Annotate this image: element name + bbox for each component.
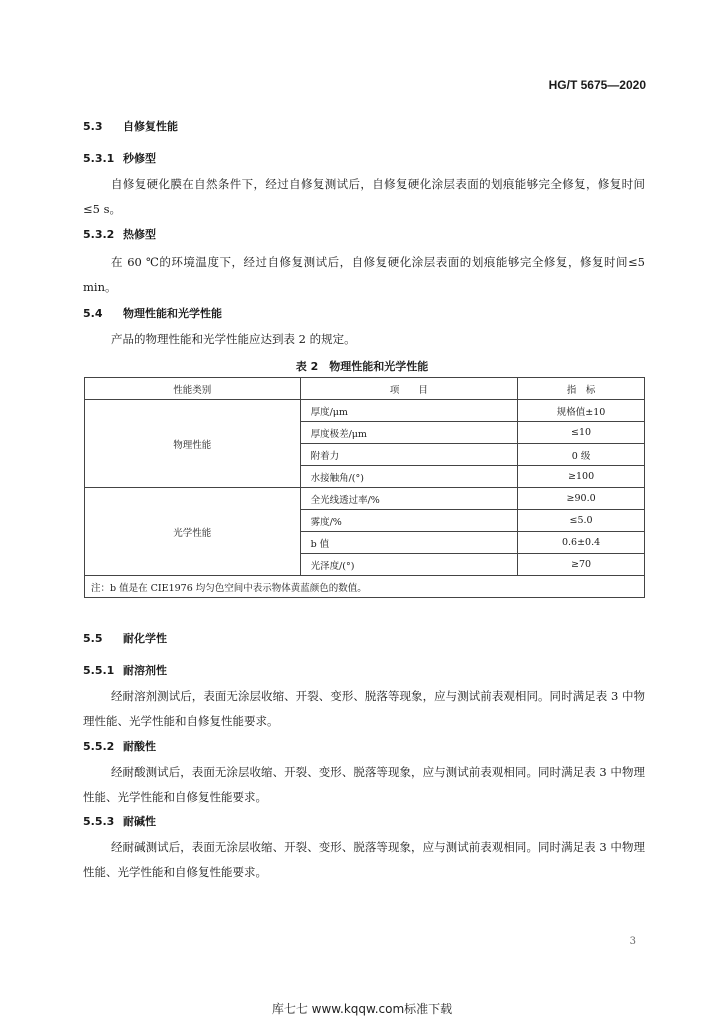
section-title: 热修型 xyxy=(123,228,156,241)
value-cell: 0 级 xyxy=(518,444,645,466)
table-caption: 表 2 物理性能和光学性能 xyxy=(295,360,429,373)
section-number: 5.5 xyxy=(83,632,103,645)
item-cell: 厚度/μm xyxy=(300,400,518,422)
section-title: 耐化学性 xyxy=(123,632,167,645)
item-cell: 雾度/% xyxy=(300,510,518,532)
value-cell: ≥100 xyxy=(518,466,645,488)
section-title: 耐碱性 xyxy=(123,815,156,828)
table-note-row xyxy=(85,576,645,598)
properties-table xyxy=(84,377,645,598)
section-title: 耐酸性 xyxy=(123,740,156,753)
section-5-3-1-text: 自修复硬化膜在自然条件下，经过自修复测试后，自修复硬化涂层表面的划痕能够完全修复，修复时间≤5 s。 xyxy=(83,177,645,216)
section-title: 秒修型 xyxy=(123,152,156,165)
section-number: 5.3.2 xyxy=(83,228,115,241)
value-cell: ≤5.0 xyxy=(518,510,645,532)
section-5-3-2-text: 在 60 ℃的环境温度下，经过自修复测试后，自修复硬化涂层表面的划痕能够完全修复，修复时间≤5 min。 xyxy=(83,255,645,294)
section-5-4-heading xyxy=(83,305,222,321)
category-cell: 物理性能 xyxy=(85,400,301,488)
section-title: 物理性能和光学性能 xyxy=(123,307,222,320)
section-number: 5.5.3 xyxy=(83,815,115,828)
section-5-5-1-text: 经耐溶剂测试后，表面无涂层收缩、开裂、变形、脱落等现象，应与测试前表观相同。同时满足表 3 中物理性能、光学性能和自修复性能要求。 xyxy=(83,689,645,728)
item-cell: 附着力 xyxy=(300,444,518,466)
item-cell: 水接触角/(°) xyxy=(300,466,518,488)
item-cell: 全光线透过率/% xyxy=(300,488,518,510)
section-5-4-text: 产品的物理性能和光学性能应达到表 2 的规定。 xyxy=(111,332,356,346)
value-cell: ≤10 xyxy=(518,422,645,444)
value-cell: 0.6±0.4 xyxy=(518,532,645,554)
section-5-5-heading xyxy=(83,630,167,646)
section-5-5-3-heading xyxy=(83,813,156,829)
section-5-3-heading xyxy=(83,118,178,134)
header-value: 指 标 xyxy=(518,378,645,400)
section-5-5-1-heading xyxy=(83,662,167,678)
section-title: 自修复性能 xyxy=(123,120,178,133)
value-cell: 规格值±10 xyxy=(518,400,645,422)
section-number: 5.5.1 xyxy=(83,664,115,677)
table-row xyxy=(85,400,645,422)
category-cell: 光学性能 xyxy=(85,488,301,576)
section-5-5-2-text: 经耐酸测试后，表面无涂层收缩、开裂、变形、脱落等现象，应与测试前表观相同。同时满足表 3 中物理性能、光学性能和自修复性能要求。 xyxy=(83,765,645,804)
item-cell: 光泽度/(°) xyxy=(300,554,518,576)
standard-number: HG/T 5675—2020 xyxy=(548,78,646,92)
section-5-3-2-heading xyxy=(83,226,156,242)
value-cell: ≥90.0 xyxy=(518,488,645,510)
footer-watermark: 库七七 www.kqqw.com标准下载 xyxy=(271,1002,453,1016)
section-number: 5.3.1 xyxy=(83,152,115,165)
item-cell: 厚度极差/μm xyxy=(300,422,518,444)
section-title: 耐溶剂性 xyxy=(123,664,167,677)
item-cell: b 值 xyxy=(300,532,518,554)
section-5-5-3-text: 经耐碱测试后，表面无涂层收缩、开裂、变形、脱落等现象，应与测试前表观相同。同时满足表 3 中物理性能、光学性能和自修复性能要求。 xyxy=(83,840,645,879)
table-header-row xyxy=(85,378,645,400)
section-5-5-2-heading xyxy=(83,738,156,754)
section-number: 5.3 xyxy=(83,120,103,133)
header-item: 项 目 xyxy=(300,378,518,400)
header-category: 性能类别 xyxy=(85,378,301,400)
value-cell: ≥70 xyxy=(518,554,645,576)
table-row xyxy=(85,488,645,510)
section-number: 5.4 xyxy=(83,307,103,320)
section-5-3-1-heading xyxy=(83,150,156,166)
page-number: 3 xyxy=(629,936,636,947)
table-note: 注：b 值是在 CIE1976 均匀色空间中表示物体黄蓝颜色的数值。 xyxy=(85,576,645,598)
section-number: 5.5.2 xyxy=(83,740,115,753)
